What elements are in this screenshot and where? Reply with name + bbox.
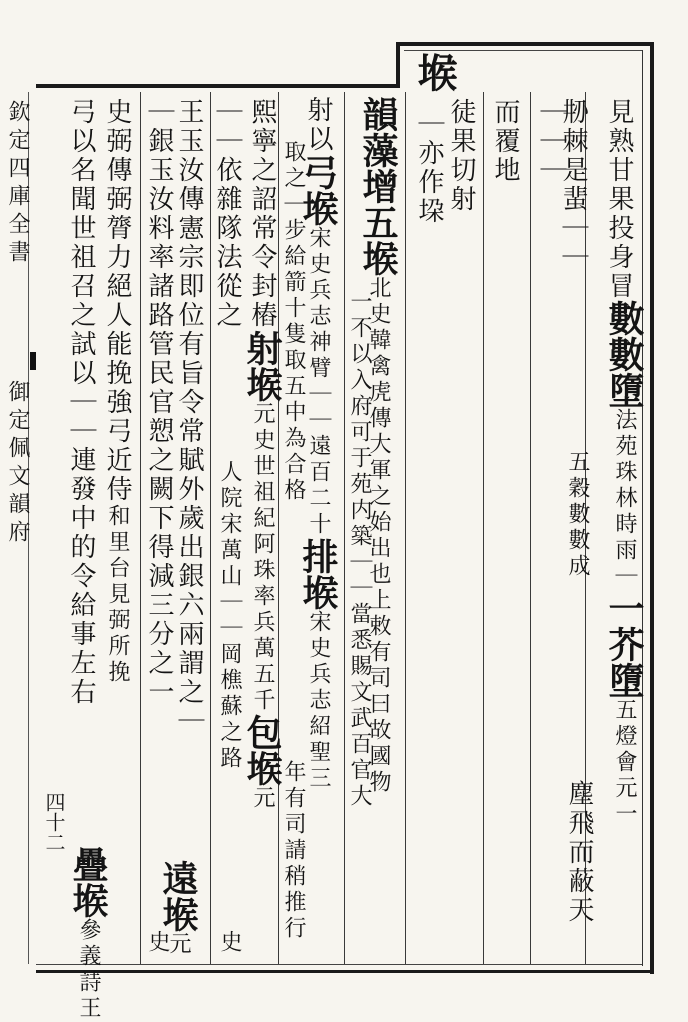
text-column-5 bbox=[448, 98, 474, 214]
text-segment: ｜｜依雜隊法從之 bbox=[212, 98, 242, 330]
text-segment: 射堠 bbox=[241, 330, 283, 402]
text-segment: ｜銀玉汝料率諸路管民官愬之闕下得減三分之一 bbox=[144, 98, 174, 707]
text-segment: 疊堠 bbox=[67, 846, 109, 918]
column-rule bbox=[530, 92, 531, 964]
column-rule bbox=[405, 92, 406, 964]
text-segment: 而覆地 bbox=[490, 98, 520, 185]
frame-bottom-thin-line bbox=[36, 964, 642, 965]
text-column-12b bbox=[218, 460, 240, 772]
text-segment: 年有司請稍推行 bbox=[281, 760, 306, 942]
text-segment: 韻藻增五堠 bbox=[357, 96, 399, 276]
spine-marker bbox=[30, 352, 36, 370]
text-segment: 弓以名聞世祖召之試以｜｜連發中的令給事左右 bbox=[66, 98, 96, 707]
text-column-2b bbox=[566, 450, 588, 580]
text-segment: 王玉汝傳憲宗即位有旨令常賦外歲出銀六兩謂之｜ bbox=[174, 98, 204, 736]
text-column-12c bbox=[218, 930, 240, 956]
text-segment: 史弼傳弼膂力絕人能挽強弓近侍 bbox=[102, 98, 132, 504]
head-character: 堠 bbox=[411, 52, 458, 94]
column-rule bbox=[344, 92, 345, 964]
text-segment: 排堠 bbox=[297, 538, 339, 610]
text-column-14b bbox=[146, 930, 168, 956]
text-column-10 bbox=[282, 140, 304, 504]
text-segment: 元史世祖紀阿珠率兵萬五千 bbox=[250, 402, 275, 714]
text-column-16b bbox=[67, 846, 109, 1022]
text-segment: 取之｜步給箭十隻取五中為合格 bbox=[281, 140, 306, 504]
text-segment: 熙寧之詔常令封樁 bbox=[247, 98, 277, 330]
text-segment: 包堠 bbox=[241, 714, 283, 786]
text-column-10b bbox=[282, 760, 304, 942]
text-segment: 北史韓禽虎傳大軍之始出也上敕有司曰故國物 bbox=[366, 276, 391, 796]
text-segment: 見熟甘果投身冒 bbox=[604, 98, 634, 301]
column-rule bbox=[483, 92, 484, 964]
text-segment: 宋史兵志神臂｜｜遠百二十 bbox=[306, 226, 331, 538]
text-column-15 bbox=[104, 98, 130, 686]
text-segment: 人院宋萬山｜｜岡樵蘇之路 bbox=[217, 460, 242, 772]
text-segment: 元 bbox=[250, 786, 275, 812]
frame-top-left-line bbox=[36, 84, 398, 88]
text-segment: 一芥墮 bbox=[603, 590, 645, 698]
text-column-14 bbox=[146, 98, 172, 707]
text-column-1 bbox=[606, 98, 632, 301]
text-segment: 參義詩王 bbox=[76, 918, 101, 1022]
text-segment: 史 bbox=[145, 930, 170, 956]
text-column-6 bbox=[416, 110, 442, 226]
text-segment: 徒果切射 bbox=[446, 98, 476, 214]
text-column-1b bbox=[603, 300, 645, 828]
frame-right-inner-line bbox=[642, 50, 643, 966]
column-rule bbox=[210, 92, 211, 964]
frame-top-right-line bbox=[396, 42, 652, 46]
text-segment: 五燈會元一 bbox=[612, 698, 637, 828]
text-column-13 bbox=[176, 98, 202, 736]
frame-bottom-line bbox=[36, 970, 654, 973]
text-segment: 弓堠 bbox=[297, 154, 339, 226]
spine-title-top: 欽定四庫全書 bbox=[5, 100, 30, 268]
text-segment: 五穀數數成 bbox=[565, 450, 590, 580]
text-column-3 bbox=[538, 98, 564, 185]
text-segment: 塵飛而蔽天 bbox=[564, 780, 594, 925]
frame-right-line bbox=[650, 42, 654, 974]
column-rule bbox=[140, 92, 141, 964]
text-segment: 數數墮 bbox=[603, 300, 645, 408]
text-segment: 元 bbox=[166, 932, 191, 958]
text-segment: 一不以入府可于苑内築｜｜當悉賜文武百官大 bbox=[347, 290, 372, 810]
text-segment: 刱棘是蜚｜｜ bbox=[558, 98, 588, 272]
page-number: 四十二 bbox=[42, 792, 66, 852]
frame-step-line bbox=[396, 42, 400, 88]
text-column-4 bbox=[492, 98, 518, 185]
text-segment: 和里台見弼所挽 bbox=[105, 504, 130, 686]
text-segment: 史 bbox=[217, 930, 242, 956]
text-segment: ｜亦作垜 bbox=[414, 110, 444, 226]
spine-title-bottom: 御定佩文韻府 bbox=[5, 380, 30, 548]
frame-top-inner-line bbox=[404, 50, 642, 51]
text-segment: ｜｜｜ bbox=[536, 98, 566, 185]
text-column-8 bbox=[348, 290, 370, 810]
text-column-2c bbox=[566, 780, 592, 925]
text-segment: 遠堠 bbox=[157, 860, 199, 932]
text-segment: 宋史兵志紹聖三 bbox=[306, 610, 331, 792]
text-column-11 bbox=[241, 98, 283, 812]
text-column-12 bbox=[214, 98, 240, 330]
text-segment: 法苑珠林時雨｜ bbox=[612, 408, 637, 590]
text-column-16 bbox=[68, 98, 94, 707]
text-segment: 射以 bbox=[303, 96, 333, 154]
